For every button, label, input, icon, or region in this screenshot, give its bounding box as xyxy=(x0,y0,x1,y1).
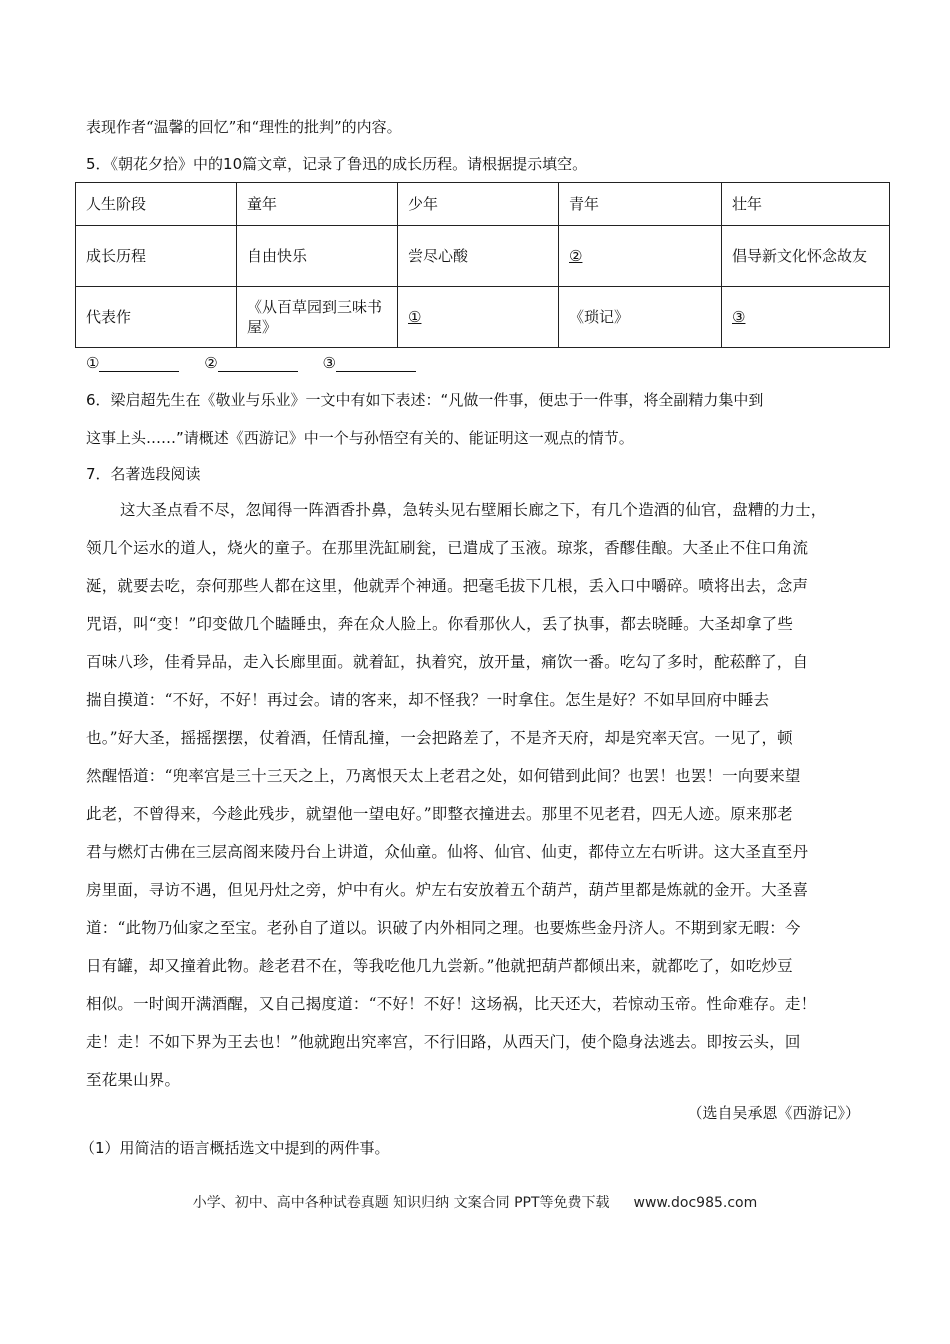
passage-line: 然醒悟道：“兜率宫是三十三天之上，乃离恨天太上老君之处，如何错到此间？也罢！也罢！一向要来望 xyxy=(86,767,801,785)
table-row xyxy=(76,183,890,226)
passage-line: 走！走！不如下界为王去也！”他就跑出究率宫，不行旧路，从西天门，使个隐身法逃去。即按云头，回 xyxy=(86,1033,801,1051)
table-cell: 人生阶段 xyxy=(76,183,237,226)
footer-site-link[interactable]: www.doc985.com xyxy=(633,1195,758,1211)
passage-line: 君与燃灯古佛在三层高阁来陵丹台上讲道，众仙童。仙将、仙官、仙吏，都侍立左右听讲。这大圣直至丹 xyxy=(86,843,809,861)
passage-line: 百味八珍，佳肴异品，走入长廊里面。就着缸，执着究，放开量，痛饮一番。吃勾了多时，酡菘醉了，自 xyxy=(86,653,809,671)
passage-line: 这大圣点看不尽，忽闻得一阵酒香扑鼻，急转头见右壁厢长廊之下，有几个造酒的仙官，盘糟的力士， xyxy=(120,501,827,519)
table-cell: 倡导新文化怀念故友 xyxy=(722,226,890,287)
table-cell: 童年 xyxy=(237,183,398,226)
answer-blanks xyxy=(86,354,436,372)
passage-line: 揣自摸道：“不好，不好！再过会。请的客来，却不怪我？一时拿住。怎生是好？不如早回府中睡去 xyxy=(86,691,770,709)
table-cell-blank-2: ② xyxy=(559,226,722,287)
table-cell-blank-3: ③ xyxy=(722,287,890,348)
question-5-text: 5．《朝花夕拾》中的10篇文章，记录了鲁迅的成长历程。请根据提示填空。 xyxy=(86,155,588,173)
table-cell: 少年 xyxy=(398,183,559,226)
table-cell: 自由快乐 xyxy=(237,226,398,287)
table-cell: 尝尽心酸 xyxy=(398,226,559,287)
table-cell-blank-1: ① xyxy=(398,287,559,348)
footer-text: 小学、初中、高中各种试卷真题 知识归纳 文案合同 PPT等免费下载 xyxy=(192,1195,610,1211)
passage-source: （选自吴承恩《西游记》） xyxy=(687,1104,860,1122)
table-cell: 代表作 xyxy=(76,287,237,348)
passage-line: 道：“此物乃仙家之至宝。老孙自了道以。识破了内外相同之理。也要炼些金丹济人。不期到家无暇：今 xyxy=(86,919,801,937)
table-cell: 青年 xyxy=(559,183,722,226)
table-row xyxy=(76,226,890,287)
passage-line: 咒语，叫“变！”印变做几个瞌睡虫，奔在众人脸上。你看那伙人，丢了执事，都去晓睡。大圣却拿了些 xyxy=(86,615,794,633)
passage-line: 领几个运水的道人，烧火的童子。在那里洗缸刷瓮，已遣成了玉液。琼浆，香醪佳酿。大圣止不住口角流 xyxy=(86,539,809,557)
table-cell: 《琐记》 xyxy=(559,287,722,348)
growth-table xyxy=(75,182,890,348)
passage-line: 此老，不曾得来，今趁此残步，就望他一望电好。”即整衣撞进去。那里不见老君，四无人迹。原来那老 xyxy=(86,805,793,823)
answer-blank-3[interactable]: ③ xyxy=(322,354,415,372)
page-footer xyxy=(0,1192,950,1212)
answer-blank-2[interactable]: ② xyxy=(204,354,297,372)
table-cell: 《从百草园到三味书屋》 xyxy=(237,287,398,348)
subquestion-1: （1）用简洁的语言概括选文中提到的两件事。 xyxy=(80,1139,390,1157)
passage-line: 涎，就要去吃，奈何那些人都在这里，他就弄个神通。把毫毛拔下几根，丢入口中嚼碎。喷将出去，念声 xyxy=(86,577,809,595)
table-row xyxy=(76,287,890,348)
passage-line: 相似。一时闽开满酒醒，又自己揭度道：“不好！不好！这场祸，比天还大，若惊动玉帝。性命难存。走！ xyxy=(86,995,817,1013)
passage-line: 日有罐，却又撞着此物。趁老君不在，等我吃他几九尝新。”他就把葫芦都倾出来，就都吃了，如吃炒豆 xyxy=(86,957,793,975)
answer-blank-1[interactable]: ① xyxy=(86,354,179,372)
question-7-title: 7．名著选段阅读 xyxy=(86,465,201,483)
passage-line: 房里面，寻访不遇，但见丹灶之旁，炉中有火。炉左右安放着五个葫芦，葫芦里都是炼就的金开。大圣喜 xyxy=(86,881,809,899)
table-cell: 成长历程 xyxy=(76,226,237,287)
table-cell: 壮年 xyxy=(722,183,890,226)
question-6-line-2: 这事上头……”请概述《西游记》中一个与孙悟空有关的、能证明这一观点的情节。 xyxy=(86,429,634,447)
passage-line: 至花果山界。 xyxy=(86,1071,181,1089)
question-6-line-1: 6．梁启超先生在《敬业与乐业》一文中有如下表述：“凡做一件事，便忠于一件事，将全副精力集中到 xyxy=(86,391,764,409)
passage-line: 也。”好大圣，摇摇摆摆，仗着酒，任情乱撞，一会把路差了，不是齐天府，却是究率天宫。一见了，顿 xyxy=(86,729,793,747)
intro-line: 表现作者“温馨的回忆”和“理性的批判”的内容。 xyxy=(86,118,402,136)
